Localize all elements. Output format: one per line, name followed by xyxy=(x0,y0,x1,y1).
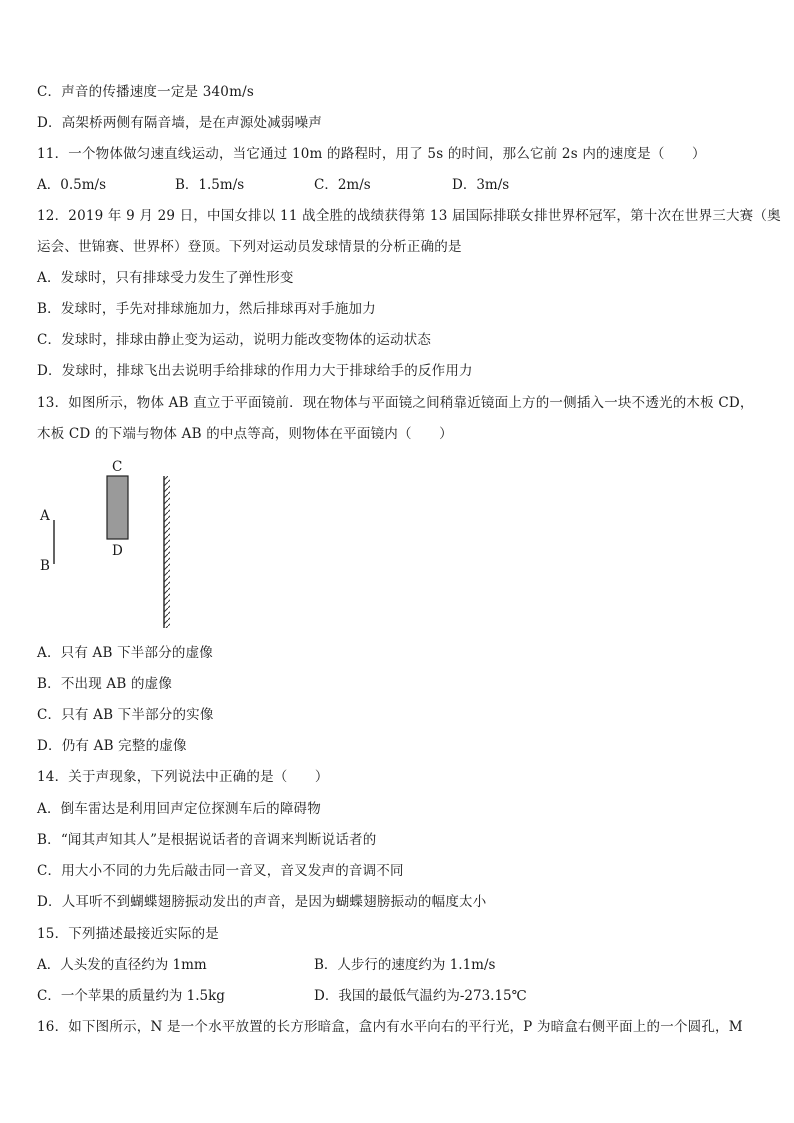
q11-option-a: A．0.5m/s xyxy=(37,177,106,193)
q13-option-c: C．只有 AB 下半部分的实像 xyxy=(37,707,214,723)
q15-stem: 15．下列描述最接近实际的是 xyxy=(37,926,219,942)
q10-option-c: C．声音的传播速度一定是 340m/s xyxy=(37,84,254,100)
q12-stem-line1: 12．2019 年 9 月 29 日，中国女排以 11 战全胜的战绩获得第 13 届国际排联女排世界杯冠军，第十次在世界三大赛（奥 xyxy=(37,208,781,224)
q12-stem-line2: 运会、世锦赛、世界杯）登顶。下列对运动员发球情景的分析正确的是 xyxy=(37,239,462,255)
q14-option-a: A．倒车雷达是利用回声定位探测车后的障碍物 xyxy=(37,801,321,817)
q16-stem: 16．如下图所示，N 是一个水平放置的长方形暗盒，盒内有水平向右的平行光，P 为暗盒右侧平面上的一个圆孔，M xyxy=(37,1019,743,1035)
q13-option-d: D．仍有 AB 完整的虚像 xyxy=(37,738,187,754)
label-a: A xyxy=(40,508,50,524)
q13-option-a: A．只有 AB 下半部分的虚像 xyxy=(37,645,214,661)
q12-option-a: A．发球时，只有排球受力发生了弹性形变 xyxy=(37,270,294,286)
q13-stem-line2: 木板 CD 的下端与物体 AB 的中点等高，则物体在平面镜内（ ） xyxy=(37,426,453,442)
q11-option-b: B．1.5m/s xyxy=(175,177,245,193)
q10-option-d: D．高架桥两侧有隔音墙，是在声源处减弱噪声 xyxy=(37,115,323,131)
q14-option-b: B．“闻其声知其人”是根据说话者的音调来判断说话者的 xyxy=(37,832,377,848)
label-d: D xyxy=(112,543,123,559)
q14-option-c: C．用大小不同的力先后敲击同一音叉，音叉发声的音调不同 xyxy=(37,863,404,879)
q14-stem: 14．关于声现象，下列说法中正确的是（ ） xyxy=(37,769,329,785)
q15-option-c: C．一个苹果的质量约为 1.5kg xyxy=(37,988,225,1004)
q15-option-a: A．人头发的直径约为 1mm xyxy=(37,957,207,973)
q11-option-d: D．3m/s xyxy=(452,177,510,193)
mirror-hatching xyxy=(164,476,170,628)
q11-option-c: C．2m/s xyxy=(314,177,371,193)
q15-option-d: D．我国的最低气温约为-273.15℃ xyxy=(314,988,527,1004)
mirror-diagram xyxy=(30,452,200,632)
q15-option-b: B．人步行的速度约为 1.1m/s xyxy=(314,957,496,973)
mirror-diagram-svg xyxy=(30,452,200,632)
label-c: C xyxy=(112,459,123,475)
q11-stem: 11．一个物体做匀速直线运动，当它通过 10m 的路程时，用了 5s 的时间，那么它前 2s 内的速度是（ ） xyxy=(37,146,706,162)
q13-stem-line1: 13．如图所示，物体 AB 直立于平面镜前．现在物体与平面镜之间稍靠近镜面上方的一侧插入一块不透光的木板 CD， xyxy=(37,395,754,411)
q12-option-c: C．发球时，排球由静止变为运动，说明力能改变物体的运动状态 xyxy=(37,332,432,348)
board-cd xyxy=(107,476,128,539)
q12-option-b: B．发球时，手先对排球施加力，然后排球再对手施加力 xyxy=(37,301,376,317)
q14-option-d: D．人耳听不到蝴蝶翅膀振动发出的声音，是因为蝴蝶翅膀振动的幅度太小 xyxy=(37,894,487,910)
label-b: B xyxy=(40,558,50,574)
q12-option-d: D．发球时，排球飞出去说明手给排球的作用力大于排球给手的反作用力 xyxy=(37,363,473,379)
q13-option-b: B．不出现 AB 的虚像 xyxy=(37,676,173,692)
